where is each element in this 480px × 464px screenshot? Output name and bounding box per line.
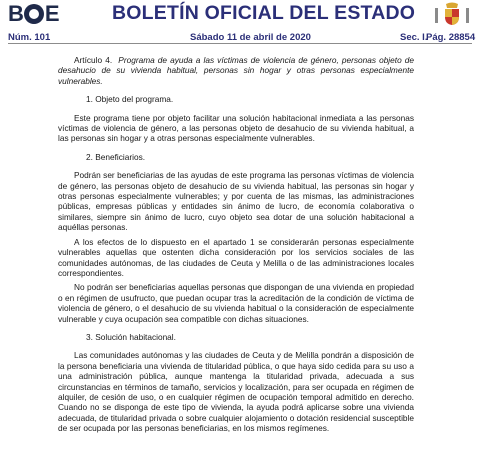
page-title: BOLETÍN OFICIAL DEL ESTADO: [112, 2, 416, 24]
section-3-heading: 3. Solución habitacional.: [86, 331, 176, 342]
article-number: Artículo 4.: [74, 55, 113, 65]
issue-date: Sábado 11 de abril de 2020: [190, 32, 311, 43]
issue-number: Núm. 101: [8, 32, 51, 43]
section-label: Sec. I.: [400, 32, 428, 43]
section-2-paragraph-3: No podrán ser beneficiarias aquellas personas que dispongan de una vivienda en propiedad o en régimen de usufructo, que puedan ocupar tras la acreditación de la condición de víctima de violencia de género, o el desahucio de su vivienda habitual o la consideración de especialmente vulnerable y cuya ocupación sea compatible con dichas situaciones.: [58, 282, 414, 324]
section-1-heading: 1. Objeto del programa.: [86, 94, 174, 105]
section-1-paragraph: Este programa tiene por objeto facilitar una solución habitacional inmediata a las personas víctimas de violencia de género, a las personas objeto de desahucio de su vivienda habitual, a las personas sin hogar y a otras personas especialmente vulnerables.: [58, 112, 414, 144]
coat-of-arms-icon: [432, 2, 472, 26]
article-title: Programa de ayuda a las víctimas de violencia de género, personas objeto de desahucio de su vivienda habitual, personas sin hogar y otras personas especialmente vulnerables.: [58, 55, 414, 86]
section-3-paragraph: Las comunidades autónomas y las ciudades de Ceuta y de Melilla pondrán a disposición de la persona beneficiaria una vivienda de titularidad pública, o que haya sido cedida para su uso a una administración pública, aunque mantenga la titularidad privada, adecuada a sus circunstancias en términos de tamaño, servicios y localización, para ser ocupada en régimen de alquiler, de cesión de uso, o en cualquier régimen de ocupación temporal admitido en derecho. Cuando no se disponga de este tipo de vivienda, la ayuda podrá aplicarse sobre una vivienda adecuada, de titularidad privada o sobre cualquier alojamiento o dotación residencial susceptible de ser ocupada por las personas beneficiarias, en los mismos regímenes.: [58, 350, 414, 434]
article-heading: [58, 55, 414, 86]
logo-letter-b: B: [8, 1, 23, 26]
section-2-paragraph-2: A los efectos de lo dispuesto en el apartado 1 se considerarán personas especialmente vulnerables aquellas que ostenten dicha consideración por los servicios sociales de las comunidades autónomas, de las ciudades de Ceuta y Melilla o de las administraciones locales correspondientes.: [58, 236, 414, 278]
boe-logo: [8, 3, 70, 25]
logo-letter-e: E: [44, 1, 59, 26]
section-2-heading: 2. Beneficiarios.: [86, 151, 146, 162]
header-divider: [8, 43, 472, 44]
article-body: [58, 55, 414, 434]
logo-circle-icon: [24, 4, 44, 24]
section-2-paragraph-1: Podrán ser beneficiarias de las ayudas de este programa las personas víctimas de violencia de género, las personas objeto de desahucio de su vivienda habitual, las personas sin hogar y otras personas especialmente vulnerables; y por cuenta de las mismas, las administraciones públicas, empresas públicas y entidades sin ánimo de lucro, de economía colaborativa o similares, siempre sin ánimo de lucro, cuyo objeto sea dotar de una solución habitacional a aquéllas personas.: [58, 170, 414, 233]
page-number: Pág. 28854: [426, 32, 476, 43]
